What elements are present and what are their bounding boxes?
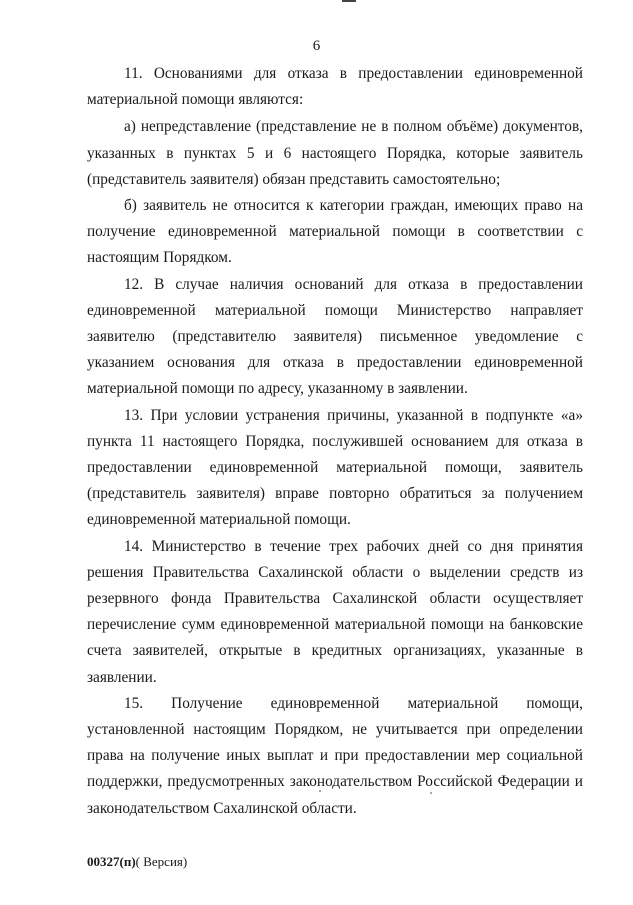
scan-speck xyxy=(319,790,321,792)
paragraph-11-a: а) непредставление (представление не в полном объёме) документов, указанных в пунктах 5 и 6 настоящего Порядка, которые заявитель (представитель заявителя) обязан представить самостоятельно; xyxy=(87,118,583,188)
paragraph-12: 12. В случае наличия оснований для отказа в предоставлении единовременной материальной помощи Министерство направляет заявителю (представителю заявителя) письменное уведомление с указанием основания для отказа в предоставлении единовременной материальной помощи по адресу, указанному в заявлении. xyxy=(87,275,583,398)
document-footer xyxy=(87,854,187,870)
scan-mark xyxy=(342,0,356,2)
paragraph-14: 14. Министерство в течение трех рабочих дней со дня принятия решения Правительства Сахалинской области о выделении средств из резервного фонда Правительства Сахалинской области осуществляет перечисление сумм единовременной материальной помощи на банковские счета заявителей, открытые в кредитных организациях, указанные в заявлении. xyxy=(87,537,583,686)
paragraph-11-b: б) заявитель не относится к категории граждан, имеющих право на получение единовременной материальной помощи в соответствии с настоящим Порядком. xyxy=(87,197,583,267)
paragraph-15: 15. Получение единовременной материальной помощи, установленной настоящим Порядком, не учитывается при определении права на получение иных выплат и при предоставлении мер социальной поддержки, предусмотренных законодательством Российской Федерации и законодательством Сахалинской области. xyxy=(87,694,583,817)
document-body xyxy=(87,61,583,822)
scan-speck xyxy=(430,792,432,794)
document-code: 00327(п) xyxy=(87,854,136,869)
document-version: ( Версия) xyxy=(135,854,188,869)
page-number: 6 xyxy=(312,38,321,54)
paragraph-11: 11. Основаниями для отказа в предоставлении единовременной материальной помощи являются: xyxy=(87,65,583,109)
paragraph-13: 13. При условии устранения причины, указанной в подпункте «а» пункта 11 настоящего Порядка, послужившей основанием для отказа в предоставлении единовременной материальной помощи, заявитель (представитель заявителя) вправе повторно обратиться за получением единовременной материальной помощи. xyxy=(87,406,583,529)
